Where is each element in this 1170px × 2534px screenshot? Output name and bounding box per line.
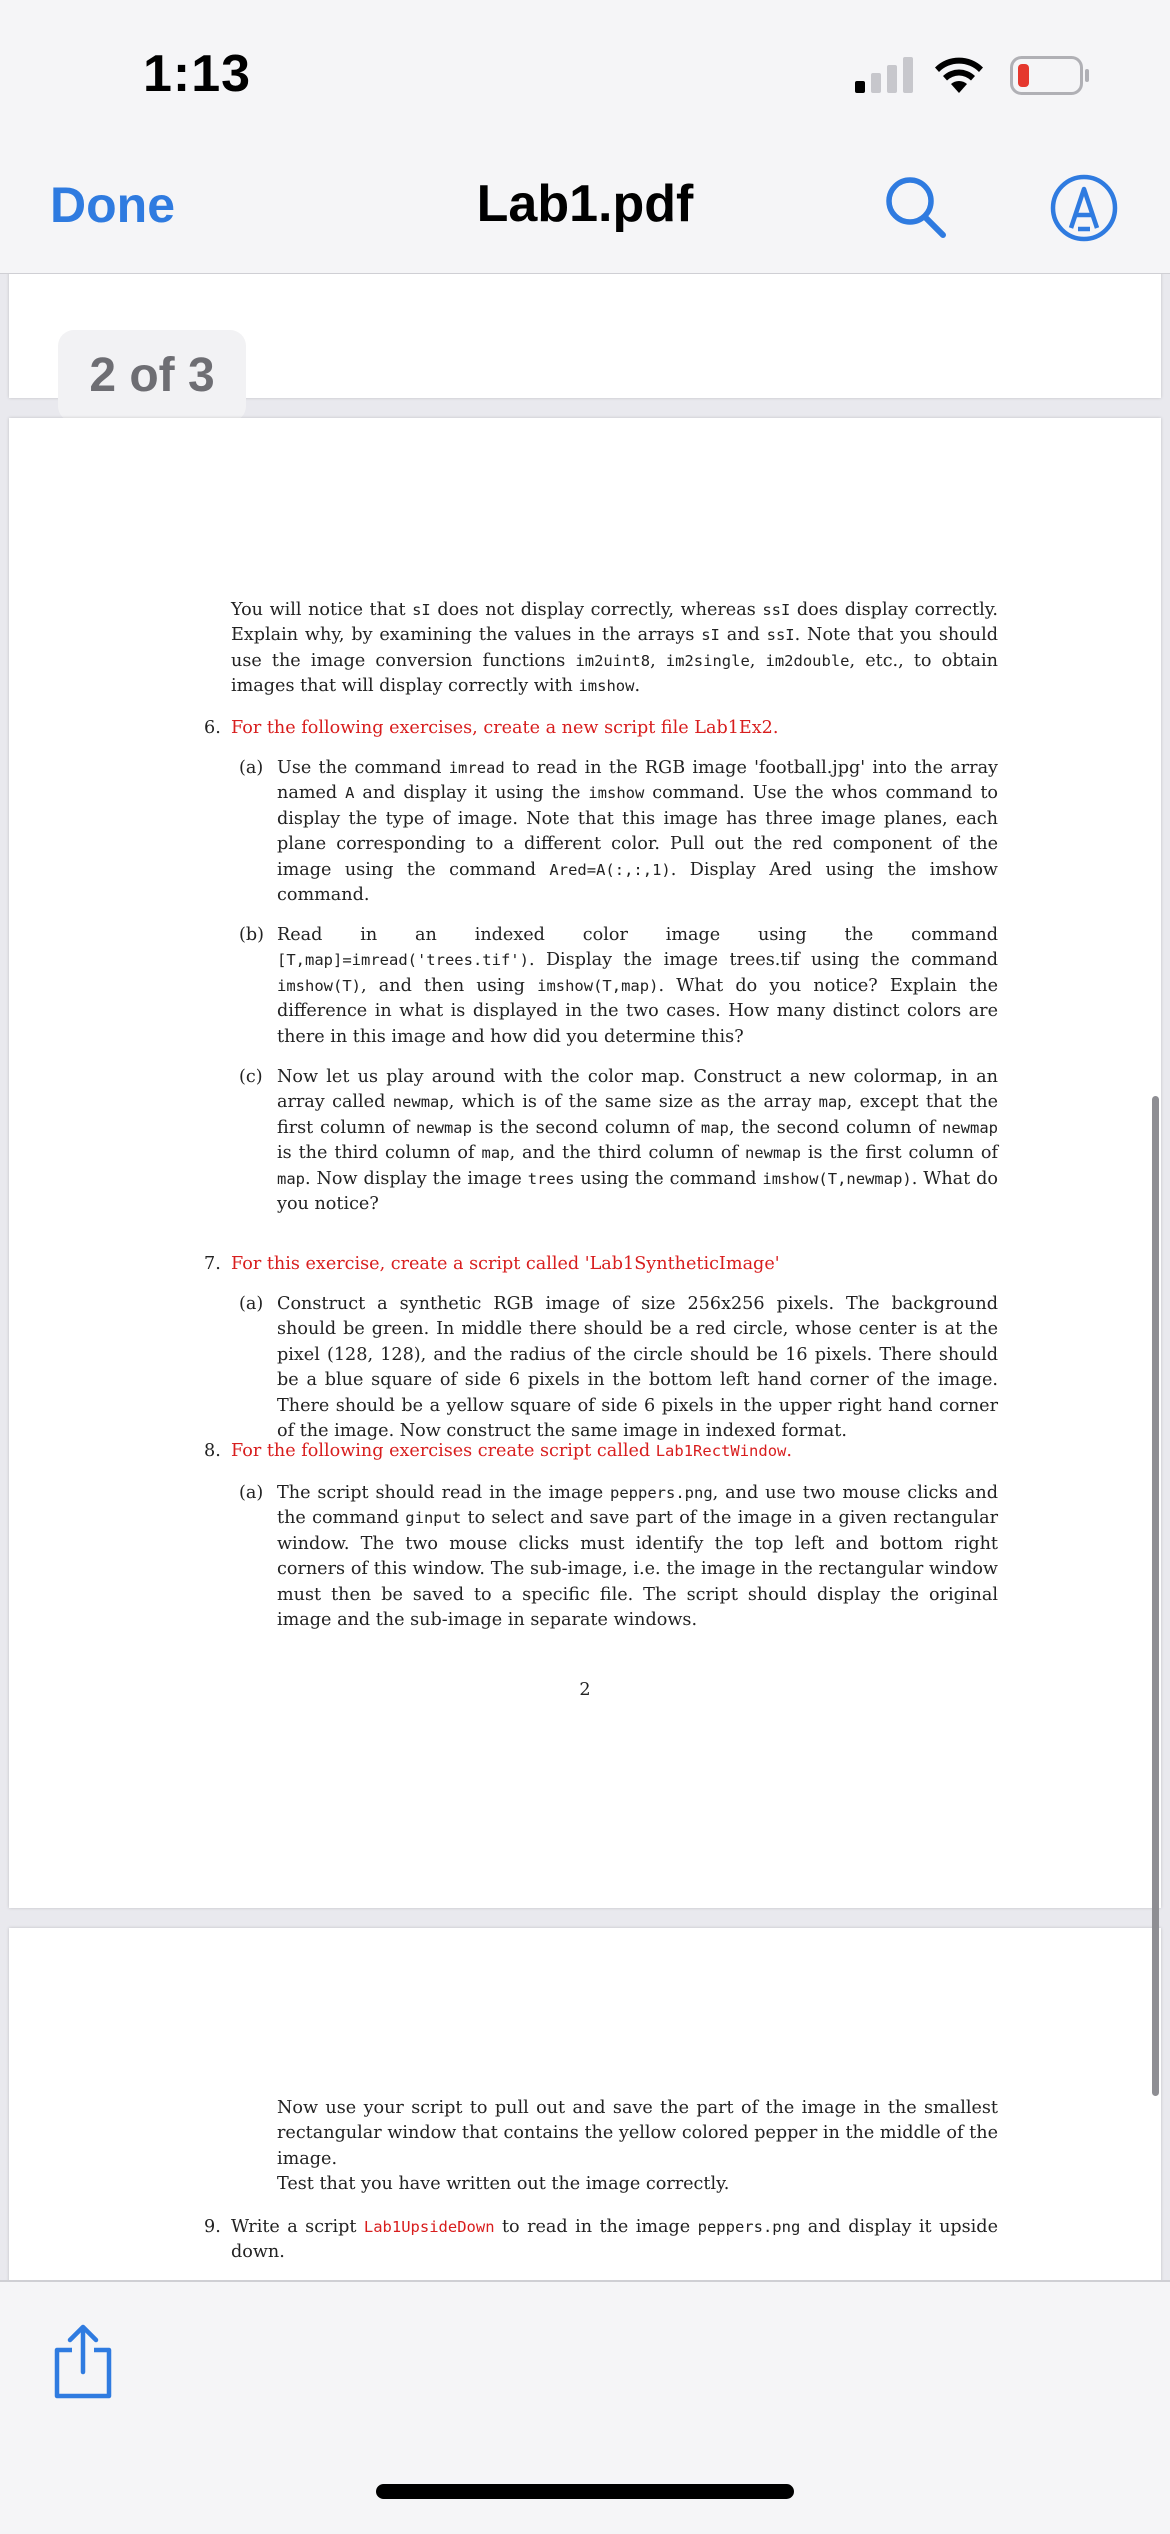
item-9-text: Write a script Lab1UpsideDown to read in the image peppers.png and display it upside down. (231, 2217, 998, 2263)
item-7a-text: Construct a synthetic RGB image of size 256x256 pixels. The background should be green. In middle there should be a red circle, whose center is at the pixel (128, 128), and the radius of the circle should be 16 pixels. There should be a blue square of side 6 pixels in the bottom left hand corner of the image. There should be a yellow square of side 6 pixels in the upper right hand corner of the image. Now construct the same image in indexed format. (277, 1294, 998, 1442)
search-icon[interactable] (880, 172, 952, 244)
page-counter: 2 of 3 (58, 330, 246, 422)
item-8a-text: The script should read in the image peppers.png, and use two mouse clicks and the command ginput to select and save part of the image in a given rectangular window. The two mouse clicks must identify the top left and bottom right corners of this window. The sub-image, i.e. the image in the rectangular window must then be saved to a specific file. The script should display the original image and the sub-image in separate windows. (277, 1483, 998, 1631)
status-time: 1:13 (143, 45, 252, 103)
status-bar (0, 0, 1170, 150)
markup-icon[interactable] (1048, 172, 1120, 244)
item-8-number: 8. (204, 1441, 221, 1461)
pdf-page-next (9, 1928, 1161, 2280)
item-7-number: 7. (204, 1254, 221, 1274)
item-6c-text: Now let us play around with the color map. Construct a new colormap, in an array called newmap, which is of the same size as the array map, except that the first column of newmap is the second column of map, the second column of newmap is the third column of map, and the third column of newmap is the first column of map. Now display the image trees using the command imshow(T,newmap). What do you notice? (277, 1067, 998, 1215)
item-6b-text: Read in an indexed color image using the command [T,map]=imread('trees.tif'). Display the image trees.tif using the command imshow(T), and then using imshow(T,map). What do you notice? Explain the difference in what is displayed in the two cases. How many distinct colors are there in this image and how did you determine this? (277, 925, 998, 1047)
item-7a-label: (a) (239, 1294, 264, 1314)
item-6a-text: Use the command imread to read in the RGB image 'football.jpg' into the array named A and display it using the imshow command. Use the whos command to display the type of image. Note that this image has three image planes, each plane corresponding to a different color. Pull out the red component of the image using the command Ared=A(:,:,1). Display Ared using the imshow command. (277, 758, 998, 906)
vertical-scrollbar[interactable] (1152, 1096, 1159, 2096)
next-page-test-line: Test that you have written out the image correctly. (277, 2174, 730, 2194)
pdf-viewer[interactable] (0, 274, 1170, 2280)
home-indicator[interactable] (376, 2484, 794, 2499)
wifi-icon (932, 55, 986, 95)
battery-icon (1010, 56, 1090, 96)
item-6-heading: For the following exercises, create a new script file Lab1Ex2. (231, 718, 779, 738)
item-9-number: 9. (204, 2217, 221, 2237)
navigation-bar (0, 150, 1170, 275)
pdf-page-current (9, 418, 1161, 1908)
share-icon[interactable] (50, 2322, 116, 2402)
item-7-heading: For this exercise, create a script called 'Lab1SyntheticImage' (231, 1254, 780, 1274)
item-8-heading: For the following exercises create script called Lab1RectWindow. (231, 1441, 792, 1461)
document-title: Lab1.pdf (476, 175, 694, 233)
cellular-signal-icon (855, 57, 917, 93)
intro-paragraph: You will notice that sI does not display correctly, whereas ssI does display correctly. Explain why, by examining the values in the arrays sI and ssI. Note that you should use the image conversion functions im2uint8, im2single, im2double, etc., to obtain images that will display correctly with imshow. (231, 600, 999, 697)
page-number: 2 (579, 1680, 591, 1700)
item-6c-label: (c) (239, 1067, 263, 1087)
item-8a-label: (a) (239, 1483, 264, 1503)
item-6a-label: (a) (239, 758, 264, 778)
item-6b-label: (b) (239, 925, 264, 945)
item-6-number: 6. (204, 718, 221, 738)
next-page-paragraph: Now use your script to pull out and save the part of the image in the smallest rectangular window that contains the yellow colored pepper in the middle of the image. (277, 2098, 998, 2169)
done-button[interactable]: Done (50, 177, 175, 233)
